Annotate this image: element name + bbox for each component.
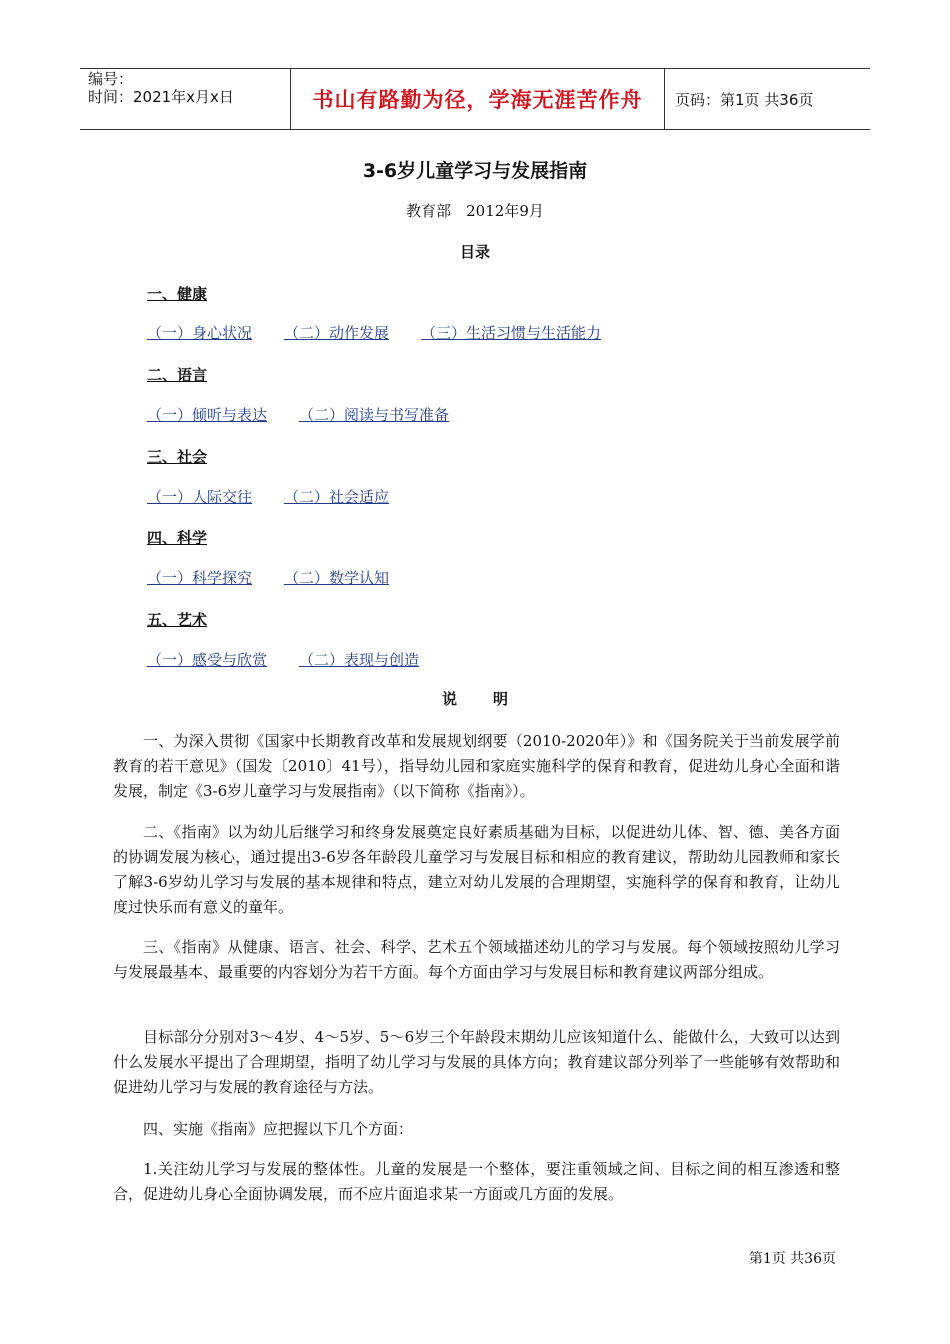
toc-title: 目录 [459,243,490,261]
toc-link[interactable]: （一）科学探究 [147,569,253,587]
toc-heading-language[interactable]: 二、语言 [147,366,208,384]
paragraph: 目标部分分别对3～4岁、4～5岁、5～6岁三个年龄段末期幼儿应该知道什么、能做什么，大致可以达到什么发展水平提出了合理期望，指明了幼儿学习与发展的具体方向；教育建议部分列举了一些能够有效帮助和促进幼儿学习与发展的教育途径与方法。 [113,1028,840,1096]
toc-link[interactable]: （二）阅读与书写准备 [299,406,450,424]
toc-heading-art[interactable]: 五、艺术 [147,611,208,629]
toc-links-health [147,322,633,343]
document-title: 3-6岁儿童学习与发展指南 [362,160,588,182]
toc-heading-science[interactable]: 四、科学 [147,529,208,547]
toc-links-society [147,486,421,507]
toc-link[interactable]: （二）表现与创造 [299,651,420,669]
toc-heading-society[interactable]: 三、社会 [147,448,208,466]
time-label: 时间：2021年x月x日 [88,88,234,106]
paragraph: 一、为深入贯彻《国家中长期教育改革和发展规划纲要（2010-2020年）》和《国务院关于当前发展学前教育的若干意见》（国发〔2010〕41号），指导幼儿园和家庭实施科学的保育和教育，促进幼儿身心全面和谐发展，制定《3-6岁儿童学习与发展指南》（以下简称《指南》）。 [113,732,840,800]
toc-links-language [147,404,481,425]
header-meta [80,69,290,129]
toc-link[interactable]: （一）倾听与表达 [147,406,268,424]
toc-link[interactable]: （一）感受与欣赏 [147,651,268,669]
toc-link[interactable]: （三）生活习惯与生活能力 [421,324,602,342]
number-label: 编号： [88,70,134,88]
paragraph: 二、《指南》以为幼儿后继学习和终身发展奠定良好素质基础为目标，以促进幼儿体、智、德、美各方面的协调发展为核心，通过提出3-6岁各年龄段儿童学习与发展目标和相应的教育建议，帮助幼儿园教师和家长了解3-6岁幼儿学习与发展的基本规律和特点，建立对幼儿发展的合理期望，实施科学的保育和教育，让幼儿度过快乐而有意义的童年。 [113,823,840,916]
paragraph: 三、《指南》从健康、语言、社会、科学、艺术五个领域描述幼儿的学习与发展。每个领域按照幼儿学习与发展最基本、最重要的内容划分为若干方面。每个方面由学习与发展目标和教育建议两部分组成。 [113,938,840,981]
section-title-char: 说 [441,690,457,708]
toc-link[interactable]: （一）人际交往 [147,488,253,506]
document-subtitle: 教育部 2012年9月 [406,202,544,220]
paragraph: 1.关注幼儿学习与发展的整体性。儿童的发展是一个整体，要注重领域之间、目标之间的相互渗透和整合，促进幼儿身心全面协调发展，而不应片面追求某一方面或几方面的发展。 [113,1160,840,1203]
toc-link[interactable]: （二）社会适应 [284,488,390,506]
page-header [80,68,870,130]
paragraph: 四、实施《指南》应把握以下几个方面： [143,1120,414,1138]
section-title-char: 明 [493,690,509,708]
toc-links-science [147,567,421,588]
toc-link[interactable]: （二）动作发展 [284,324,390,342]
toc-heading-health[interactable]: 一、健康 [147,285,208,303]
header-page-info: 页码：第1页 共36页 [675,90,814,109]
page-footer: 第1页 共36页 [748,1251,836,1267]
section-title-explanation [0,688,950,709]
toc-link[interactable]: （二）数学认知 [284,569,390,587]
toc-links-art [147,649,451,670]
toc-link[interactable]: （一）身心状况 [147,324,253,342]
header-motto: 书山有路勤为径，学海无涯苦作舟 [290,69,665,129]
